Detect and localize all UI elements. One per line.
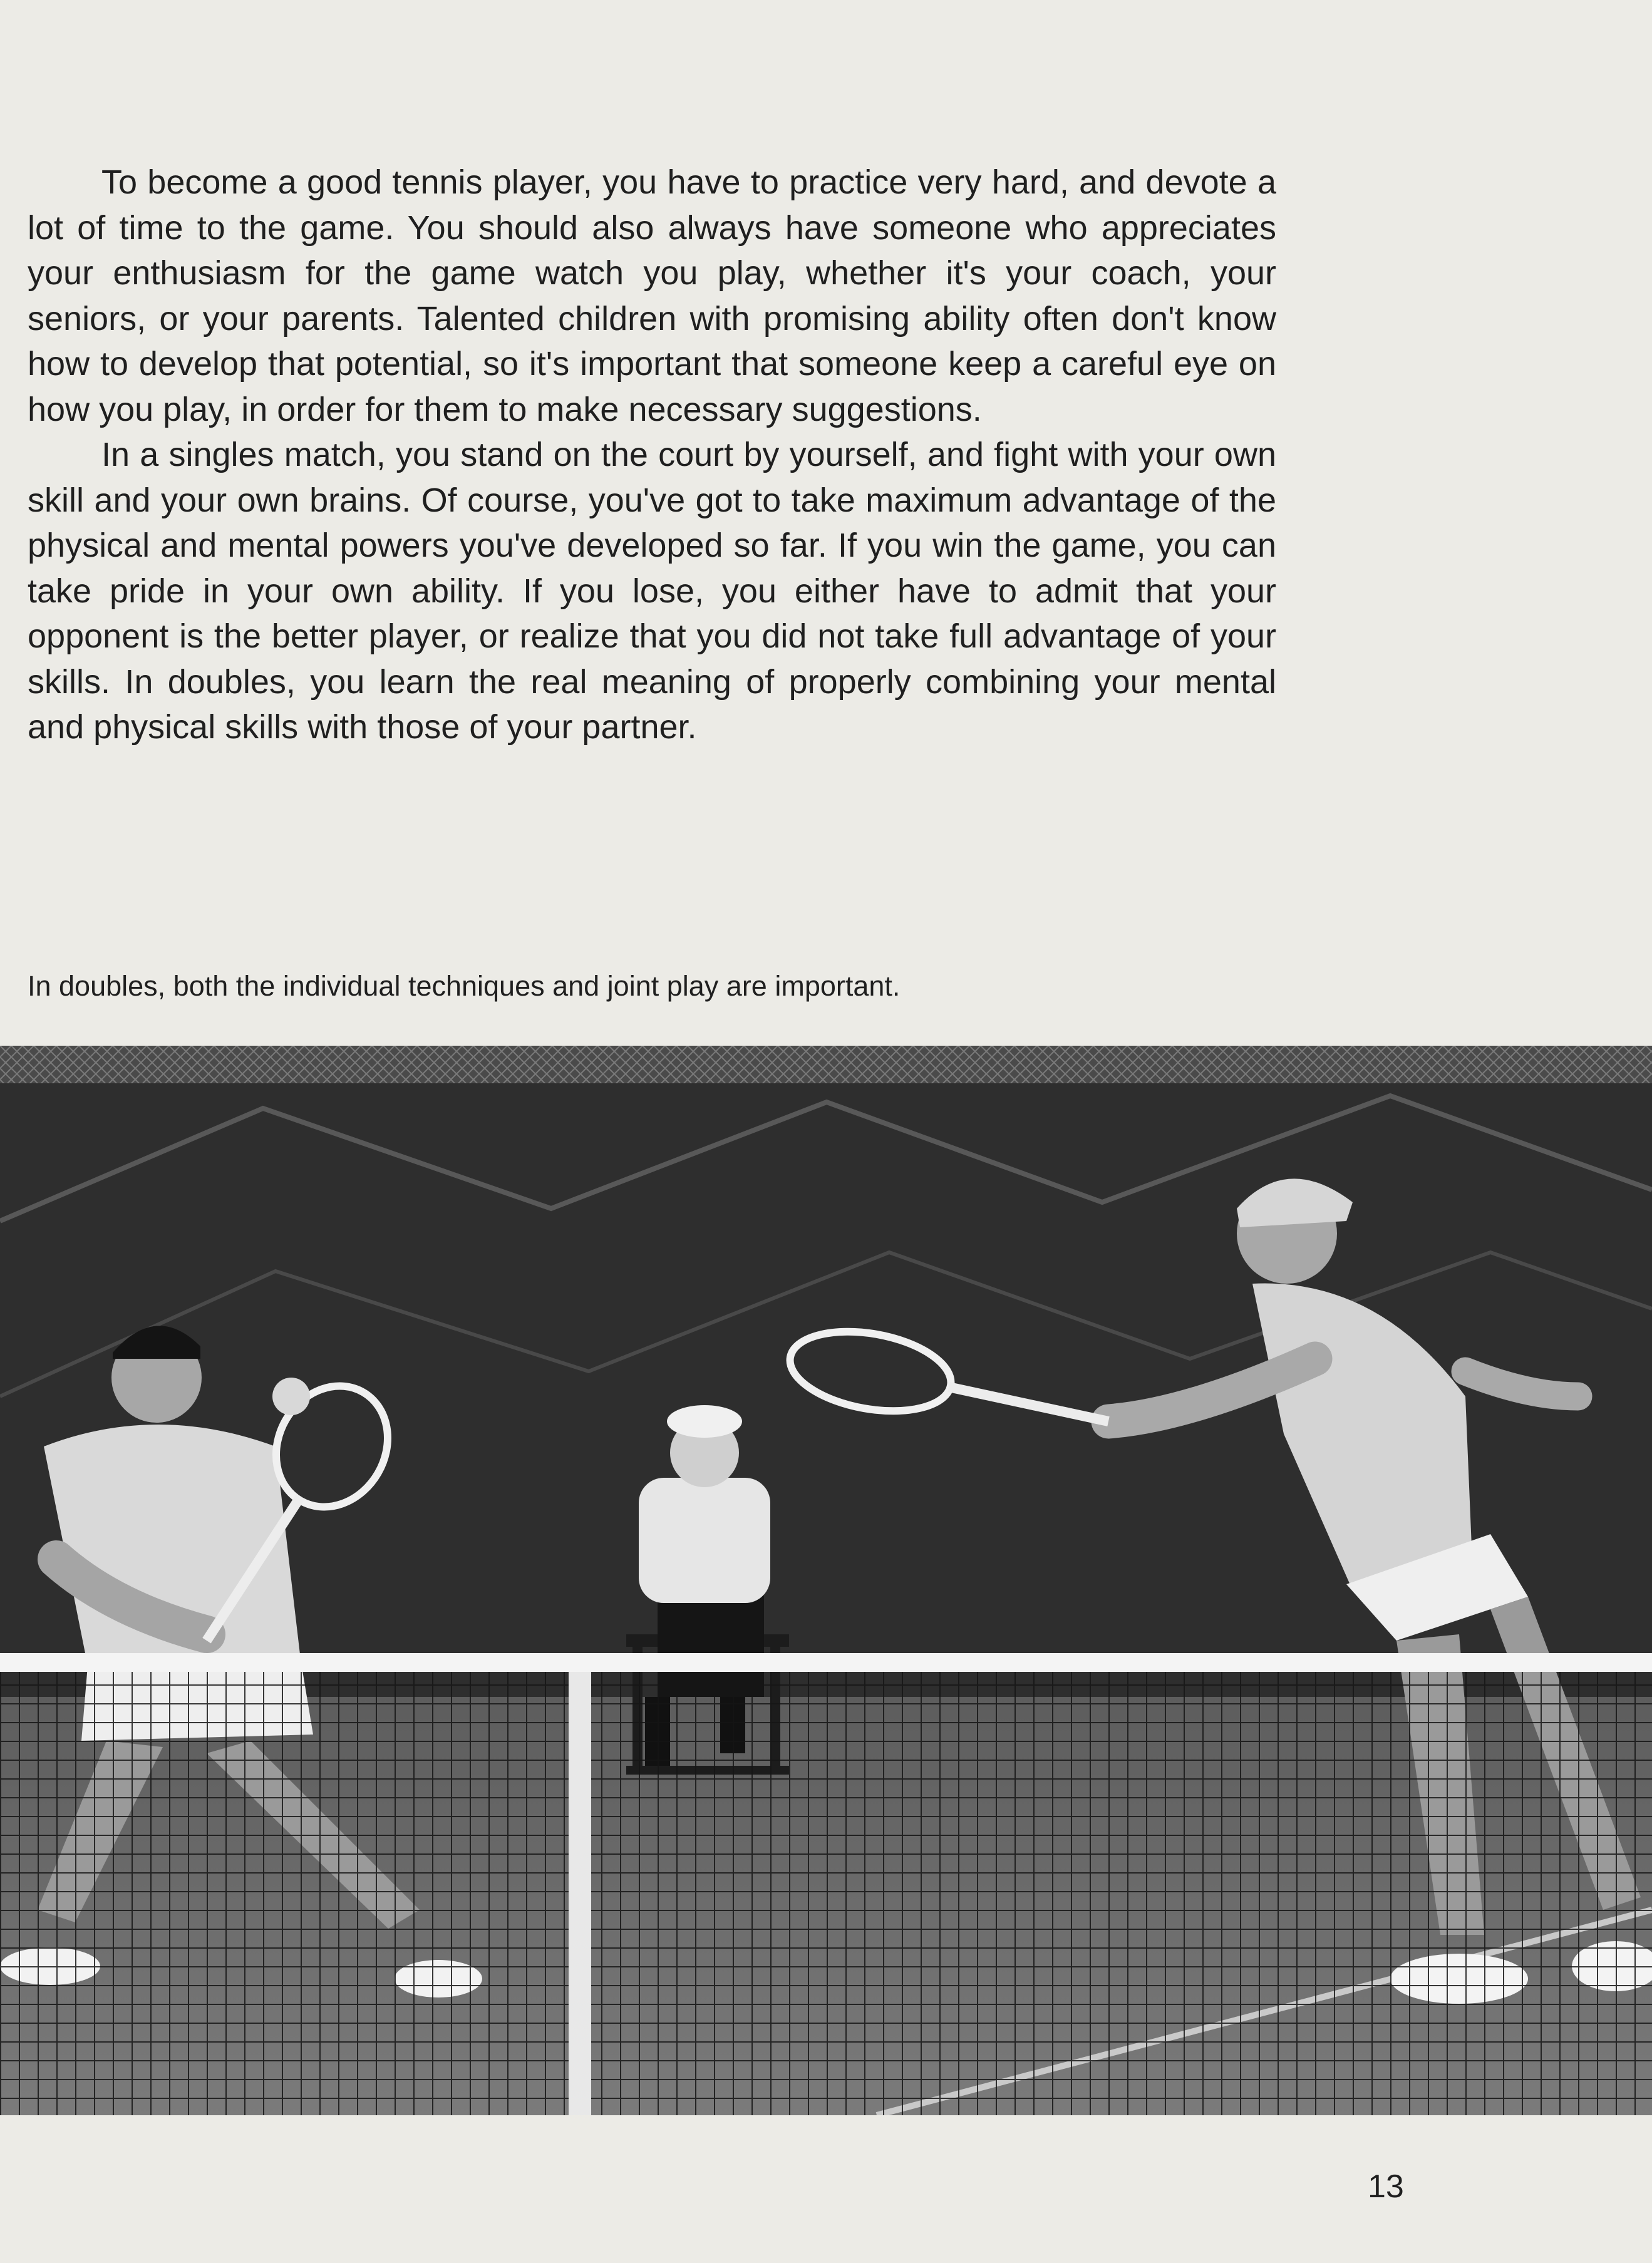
paragraph-practice: To become a good tennis player, you have to practice very hard, and devote a lot of time to the game. You should also always have someone who appreciates your enthusiasm for the game watch you play, whether it's your coach, your seniors, or your parents. Talented children with promising ability often don't know how to develop that potential, so it's important that someone keep a careful eye on how you play, in order for them to make necessary suggestions. xyxy=(28,163,1276,428)
photo-caption: In doubles, both the individual techniques and joint play are important. xyxy=(28,970,901,1002)
tennis-doubles-photo xyxy=(0,1046,1652,2115)
page-number: 13 xyxy=(1368,2168,1404,2205)
body-text xyxy=(28,160,1276,750)
tennis-net xyxy=(0,1653,1652,2115)
paragraph-singles-doubles: In a singles match, you stand on the court by yourself, and fight with your own skill and your own brains. Of course, you've got to take maximum advantage of the physical and mental powers you've developed so far. If you win the game, you can take pride in your own ability. If you lose, you either have to admit that your opponent is the better player, or realize that you did not take full advantage of your skills. In doubles, you learn the real meaning of properly combining your mental and physical skills with those of your partner. xyxy=(28,436,1276,746)
